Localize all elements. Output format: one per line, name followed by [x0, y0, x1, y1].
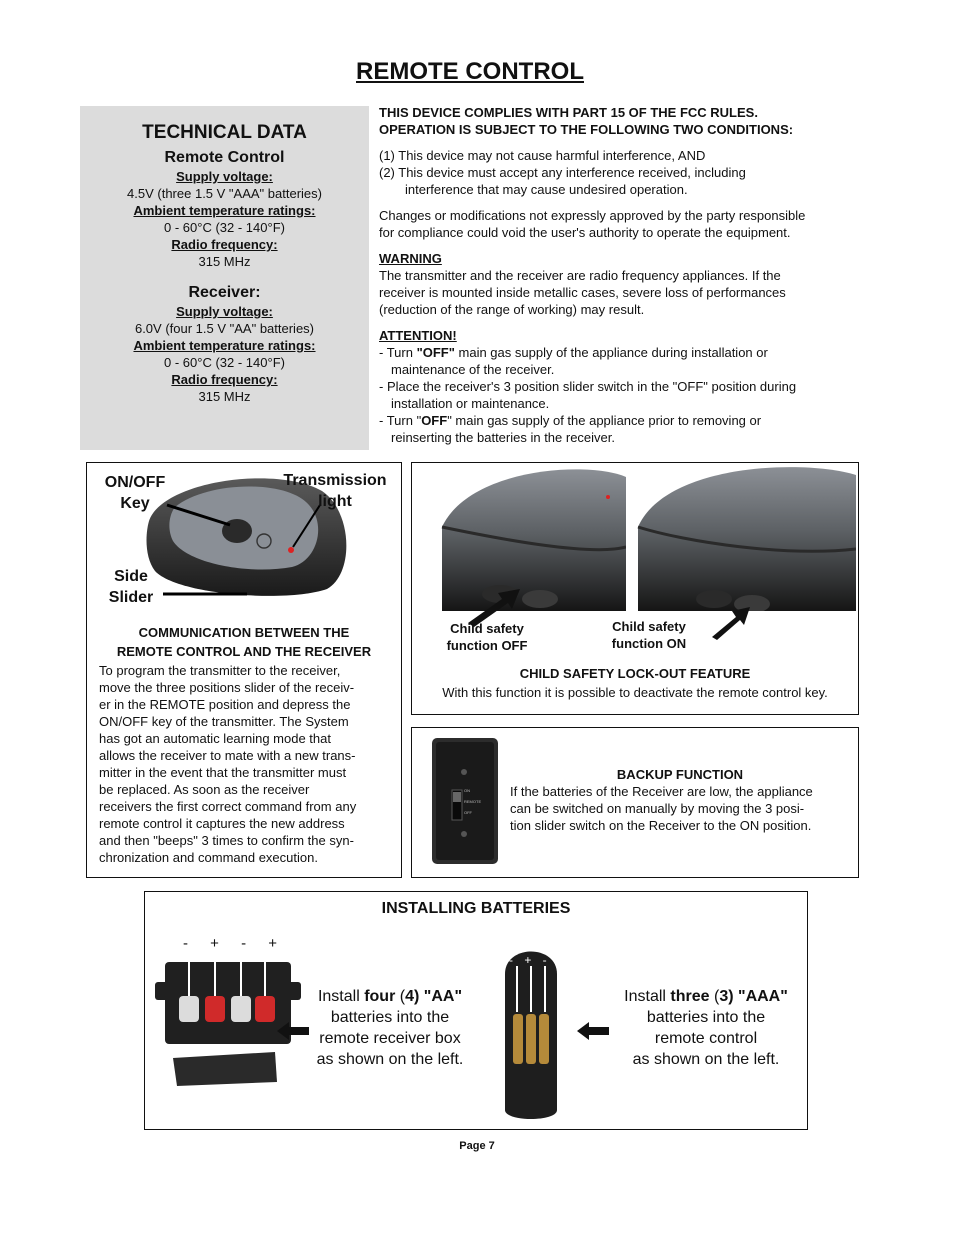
aaa-install-mid: ( — [709, 988, 720, 1005]
child-safety-off-line1: Child safety — [450, 621, 524, 636]
side-slider-line1: Side — [114, 568, 148, 585]
warning-line1: The transmitter and the receiver are radio frequency appliances. If the — [379, 268, 781, 283]
remote-temp-value: 0 - 60°C (32 - 140°F) — [164, 220, 285, 235]
aaa-install-count: 3) "AAA" — [719, 988, 788, 1005]
warning-line3: (reduction of the range of working) may result. — [379, 302, 645, 317]
technical-data-heading: TECHNICAL DATA — [142, 122, 307, 143]
communication-line: move the three positions slider of the receiv- — [99, 680, 355, 695]
receiver-temp-value: 0 - 60°C (32 - 140°F) — [164, 355, 285, 370]
aa-install-pre: Install — [317, 988, 365, 1005]
backup-line: can be switched on manually by moving the 3 posi- — [510, 801, 805, 816]
attention-1-pre: - Turn — [379, 345, 417, 360]
backup-title: BACKUP FUNCTION — [616, 767, 744, 782]
communication-line: chronization and command execution. — [99, 850, 318, 865]
backup-text — [510, 783, 855, 834]
aa-install-line1 — [305, 986, 475, 1007]
aa-install-line2: batteries into the — [330, 1009, 450, 1026]
page-title: REMOTE CONTROL — [356, 58, 584, 85]
fcc-heading-line1: THIS DEVICE COMPLIES WITH PART 15 OF THE FCC RULES. — [379, 105, 758, 120]
child-safety-box — [411, 462, 859, 715]
fcc-section — [379, 104, 859, 446]
warning-line2: receiver is mounted inside metallic cases, severe loss of performances — [379, 285, 786, 300]
communication-line: has got an automatic learning mode that — [99, 731, 331, 746]
fcc-condition-2: (2) This device must accept any interference received, including — [379, 165, 746, 180]
communication-text — [99, 662, 397, 866]
communication-title — [87, 623, 401, 661]
communication-line: and then "beeps" 3 times to confirm the syn- — [99, 833, 354, 848]
batteries-title: INSTALLING BATTERIES — [381, 900, 571, 917]
fcc-changes-line1: Changes or modifications not expressly approved by the party responsible — [379, 208, 806, 223]
communication-line: remote control it captures the new address — [99, 816, 345, 831]
aa-install-four: four — [364, 988, 396, 1005]
receiver-radio-label: Radio frequency: — [171, 372, 278, 387]
transmitter-box — [86, 462, 402, 878]
fcc-condition-1: (1) This device may not cause harmful interference, AND — [379, 148, 706, 163]
communication-title-line1: COMMUNICATION BETWEEN THE — [138, 625, 350, 640]
communication-line: mitter in the event that the transmitter must — [99, 765, 347, 780]
aa-install-text — [305, 986, 475, 1070]
aaa-install-three: three — [670, 988, 710, 1005]
child-safety-on-line1: Child safety — [612, 619, 686, 634]
aaa-polarity: - + - — [509, 953, 551, 967]
batteries-box — [144, 891, 808, 1130]
remote-radio-label: Radio frequency: — [171, 237, 278, 252]
fcc-condition-2-cont: interference that may cause undesired operation. — [405, 182, 688, 197]
remote-supply-value: 4.5V (three 1.5 V "AAA" batteries) — [127, 186, 322, 201]
child-safety-text: With this function it is possible to deactivate the remote control key. — [442, 685, 828, 700]
attention-1-off: "OFF" — [416, 345, 455, 360]
attention-item-1-cont: maintenance of the receiver. — [391, 362, 555, 377]
communication-line: er in the REMOTE position and depress the — [99, 697, 351, 712]
attention-item-3 — [379, 412, 859, 429]
aaa-install-line4: as shown on the left. — [632, 1051, 780, 1068]
receiver-temp-label: Ambient temperature ratings: — [133, 338, 316, 353]
attention-3-post: " main gas supply of the appliance prior to removing or — [447, 413, 762, 428]
attention-title: ATTENTION! — [379, 328, 457, 343]
aa-install-mid: ( — [395, 988, 406, 1005]
switch-label-off: OFF — [464, 810, 472, 815]
communication-line: ON/OFF key of the transmitter. The System — [99, 714, 349, 729]
fcc-changes-line2: for compliance could void the user's authority to operate the equipment. — [379, 225, 791, 240]
remote-photo-on — [636, 467, 856, 611]
aaa-install-line1 — [615, 986, 797, 1007]
child-safety-off-line2: function OFF — [446, 638, 528, 653]
remote-supply-label: Supply voltage: — [176, 169, 273, 184]
transmission-light-label — [273, 470, 397, 512]
aaa-install-pre: Install — [624, 988, 671, 1005]
fcc-heading-line2: OPERATION IS SUBJECT TO THE FOLLOWING TWO CONDITIONS: — [379, 122, 794, 137]
attention-3-off: OFF — [421, 413, 448, 428]
attention-item-2-cont: installation or maintenance. — [391, 396, 550, 411]
switch-label-remote: REMOTE — [464, 799, 482, 804]
child-safety-title: CHILD SAFETY LOCK-OUT FEATURE — [519, 666, 751, 681]
attention-item-3-cont: reinserting the batteries in the receiver. — [391, 430, 616, 445]
remote-control-subtitle: Remote Control — [164, 149, 285, 166]
communication-line: allows the receiver to mate with a new trans- — [99, 748, 356, 763]
receiver-supply-label: Supply voltage: — [176, 304, 273, 319]
arrow-on-icon — [708, 603, 754, 643]
attention-3-pre: - Turn " — [379, 413, 422, 428]
onoff-key-line2: Key — [120, 495, 150, 512]
onoff-key-line1: ON/OFF — [104, 474, 166, 491]
side-slider-label — [97, 566, 165, 608]
communication-title-line2: REMOTE CONTROL AND THE RECEIVER — [116, 644, 372, 659]
aa-install-count: 4) "AA" — [405, 988, 463, 1005]
aa-install-line3: remote receiver box — [319, 1030, 461, 1047]
remote-temp-label: Ambient temperature ratings: — [133, 203, 316, 218]
aa-install-line4: as shown on the left. — [316, 1051, 464, 1068]
aa-polarity: - + - + — [183, 935, 287, 952]
switch-label-on: ON — [464, 788, 470, 793]
transmission-light-line2: light — [318, 493, 352, 510]
child-safety-off-label — [432, 620, 542, 654]
side-slider-line2: Slider — [108, 589, 154, 606]
backup-line: tion slider switch on the Receiver to the ON position. — [510, 818, 812, 833]
receiver-subtitle: Receiver: — [188, 284, 261, 301]
backup-line: If the batteries of the Receiver are low, the appliance — [510, 784, 813, 799]
technical-data-panel — [80, 106, 369, 450]
communication-line: receivers the first correct command from any — [99, 799, 357, 814]
receiver-switch-labels — [464, 785, 481, 818]
receiver-supply-value: 6.0V (four 1.5 V "AA" batteries) — [134, 321, 315, 336]
attention-item-2: - Place the receiver's 3 position slider switch in the "OFF" position during — [379, 379, 797, 394]
child-safety-on-line2: function ON — [611, 636, 687, 651]
communication-line: To program the transmitter to the receiver, — [99, 663, 341, 678]
communication-line: be replaced. As soon as the receiver — [99, 782, 310, 797]
attention-item-1 — [379, 344, 859, 361]
arrow-remote-icon — [575, 1020, 611, 1042]
transmission-light-line1: Transmission — [283, 472, 387, 489]
child-safety-on-label — [594, 618, 704, 652]
remote-radio-value: 315 MHz — [198, 254, 251, 269]
aaa-install-text — [615, 986, 797, 1070]
warning-title: WARNING — [379, 251, 442, 266]
aaa-install-line2: batteries into the — [646, 1009, 766, 1026]
aaa-install-line3: remote control — [654, 1030, 758, 1047]
attention-1-post: main gas supply of the appliance during installation or — [454, 345, 768, 360]
receiver-radio-value: 315 MHz — [198, 389, 251, 404]
page-number: Page 7 — [459, 1140, 495, 1152]
onoff-key-label — [93, 472, 177, 514]
backup-box — [411, 727, 859, 878]
